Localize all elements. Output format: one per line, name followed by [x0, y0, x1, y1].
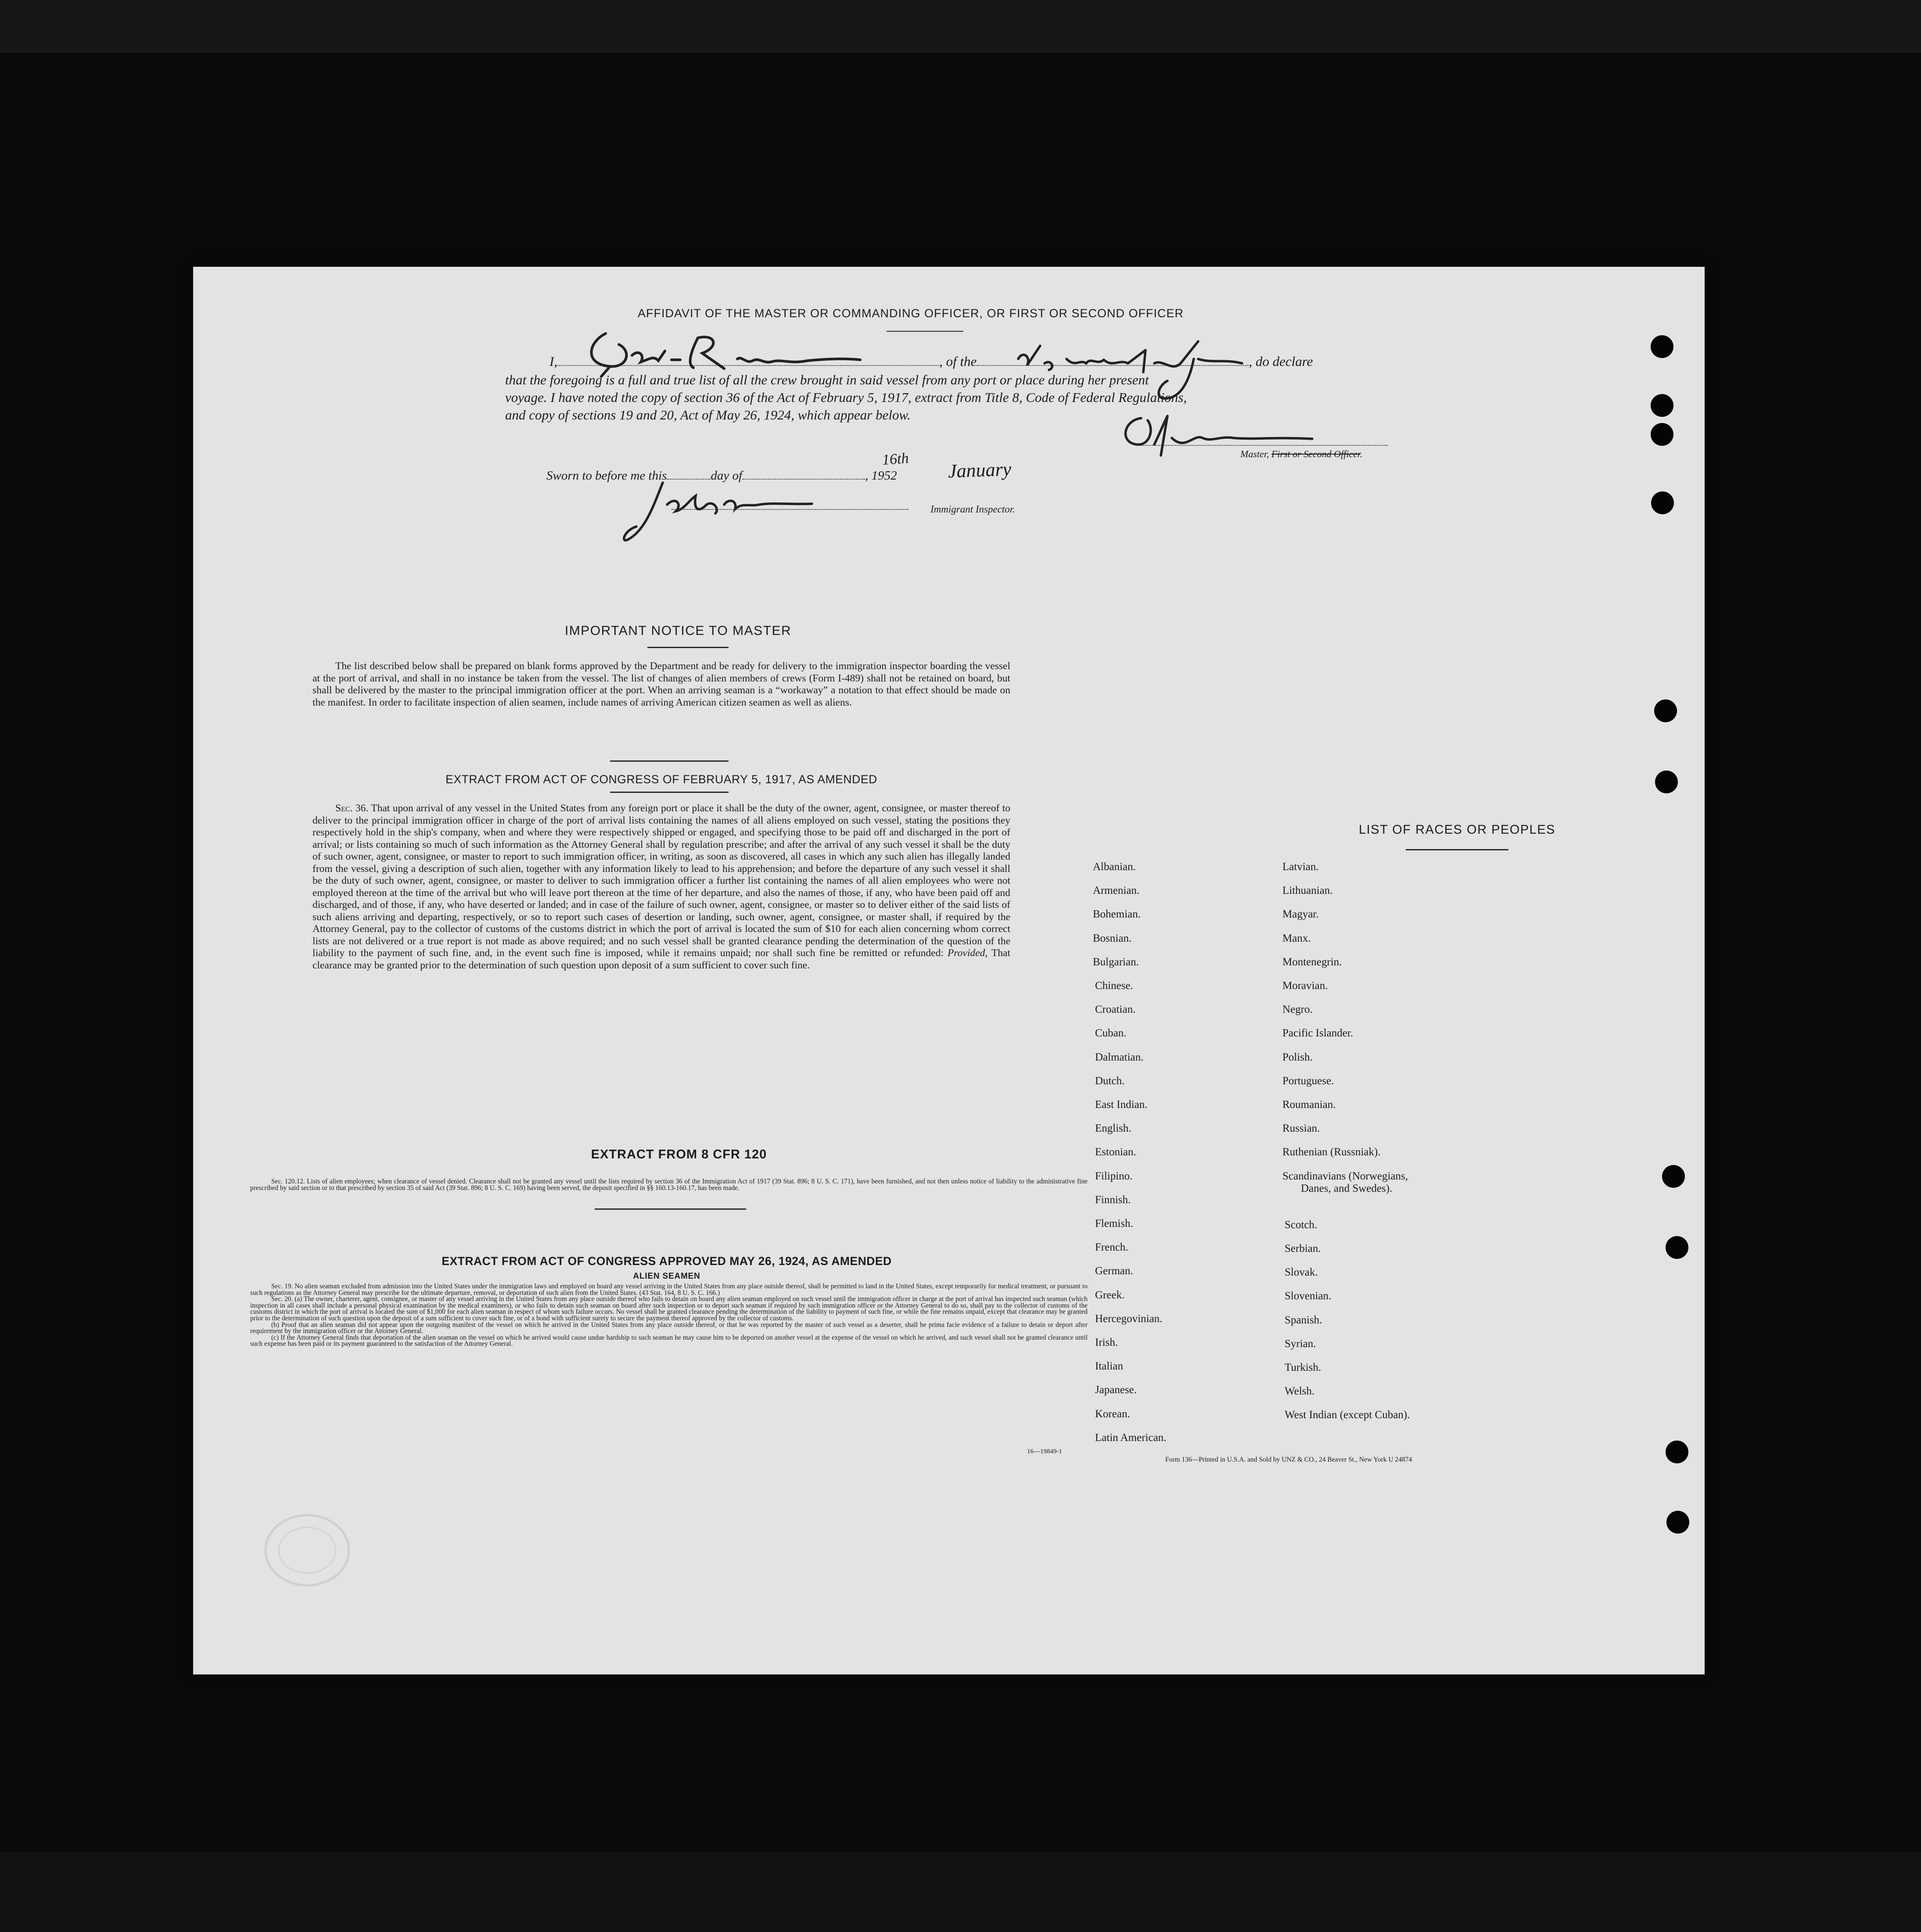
race-item: Japanese.: [1095, 1384, 1137, 1396]
extract-1924-title: EXTRACT FROM ACT OF CONGRESS APPROVED MAY 26, 1924, AS AMENDED: [442, 1255, 892, 1268]
race-item: Roumanian.: [1282, 1099, 1336, 1111]
sec-36-text: That upon arrival of any vessel in the United States from any foreign port or place it shall be the duty of the owner, agent, consignee, or master thereof to deliver to the principal immigration officer in charge of the port of arrival lists containing the names of all aliens employed on such vessel, stating the positions they respectively hold in the ship's company, when and where they were respectively shipped or engaged, and specifying those to be paid off and discharged in the port of arrival; or lists containing so much of such information as the Attorney General shall by regulation prescribe; and after the arrival of any such vessel it shall be the duty of such owner, agent, consignee, or master to report to such immigration officer, in writing, as soon as discovered, all cases in which any such alien has illegally landed from the vessel, giving a description of such alien, together with any information likely to lead to his apprehension; and before the departure of any such vessel it shall be the duty of such owner, agent, consignee, or master to deliver to such immigration officer a further list containing the names of all alien employees who were not employed thereon at the time of the arrival but who will leave port thereon at the time of her departure, and also the names of those, if any, who have been paid off and discharged, and of those, if any, who have deserted or landed; and in case of the failure of such owner, agent, consignee, or master so to deliver either of the said lists of such aliens arriving and departing, respectively, or so to report such cases of desertion or landing, such owner, agent, consignee, or master shall, if required by the Attorney General, pay to the collector of customs of the customs district in which the port of arrival is located the sum of $10 for each alien concerning whom correct lists are not delivered or a true report is not made as above required; and no such vessel shall be granted clearance pending the determination of the question of the liability to the payment of such fine, and, in the event such fine is imposed, while it remains unpaid; nor shall such fine be remitted or refunded:: [312, 803, 1011, 959]
race-item: Korean.: [1095, 1408, 1130, 1420]
affidavit-line-3: voyage. I have noted the copy of section 36 of the Act of February 5, 1917, extract from Title 8, Code of Federal Regulations,: [505, 390, 1187, 405]
race-item: Irish.: [1095, 1337, 1118, 1348]
race-item: Slovak.: [1285, 1266, 1318, 1279]
race-item: Syrian.: [1285, 1337, 1316, 1350]
race-item: Manx.: [1282, 932, 1311, 944]
race-item: Moravian.: [1282, 980, 1328, 992]
affidavit-of-the-label: , of the: [939, 354, 977, 369]
master-caption-text: Master,: [1240, 448, 1271, 459]
sworn-day-label: day of: [711, 469, 743, 483]
affidavit-heading: AFFIDAVIT OF THE MASTER OR COMMANDING OFFICER, OR FIRST OR SECOND OFFICER: [638, 307, 1184, 320]
sworn-year-label: , 1952: [865, 469, 897, 483]
race-item: Dutch.: [1095, 1075, 1125, 1087]
notice-text: The list described below shall be prepared on blank forms approved by the Department and be ready for delivery to the immigration inspector boarding the vessel at the port of arrival, and shall in no instance be taken from the vessel. The list of changes of alien members of crews (Form I-489) shall not be retained on board, but shall be delivered by the master to the principal immigration officer at the port. When an arriving seaman is a “workaway” a notation to that effect should be made on the manifest. In order to facilitate inspection of alien seamen, include names of arriving American citizen seamen as well as aliens.: [312, 660, 1010, 708]
punch-hole: [1662, 1165, 1685, 1188]
race-item: Bulgarian.: [1093, 956, 1139, 968]
form-print-note: Form 136—Printed in U.S.A. and Sold by UNZ & CO., 24 Beaver St., New York U 24874: [1165, 1456, 1412, 1463]
race-item: Slovenian.: [1285, 1290, 1332, 1302]
print-code: 16—19849-1: [1027, 1448, 1062, 1455]
film-border-top: [0, 0, 1921, 53]
race-item: Dalmatian.: [1095, 1051, 1144, 1063]
race-item: Polish.: [1282, 1051, 1313, 1063]
race-item: Lithuanian.: [1282, 885, 1333, 897]
race-item: Welsh.: [1285, 1385, 1315, 1398]
affidavit-line-2: that the foregoing is a full and true list of all the crew brought in said vessel from any port or place during her present: [505, 372, 1149, 387]
film-border-bottom: [0, 1852, 1921, 1932]
sworn-day-handwriting: 16th: [881, 450, 909, 469]
notice-end-rule: [610, 760, 729, 762]
master-caption-end: .: [1360, 448, 1363, 459]
race-item: Greek.: [1095, 1289, 1125, 1301]
races-title: LIST OF RACES OR PEOPLES: [1358, 823, 1556, 837]
race-item: Armenian.: [1093, 885, 1140, 897]
race-item: Spanish.: [1285, 1314, 1322, 1326]
race-item: Chinese.: [1095, 980, 1133, 992]
notice-title-rule: [647, 647, 729, 648]
cfr-rule: [595, 1208, 746, 1210]
inspector-signature: [619, 478, 821, 548]
race-item: Latvian.: [1282, 861, 1319, 873]
race-item: Portuguese.: [1282, 1075, 1334, 1087]
sec-19-text: Sec. 19. No alien seaman excluded from admission into the United States under the immigration laws and employed on board any vessel arriving in the United States from any place outside thereof, shall be permitted to land in the United States, except temporarily for medical treatment, or pursuant to such regulations as the Attorney General may prescribe for the ultimate departure, removal, or deportation of such alien from the United States. (43 Stat. 164, 8 U. S. C. 166.): [250, 1283, 1088, 1297]
races-title-rule: [1406, 849, 1508, 850]
vessel-name-signature: [1014, 333, 1260, 403]
sec-36-label: Sec. 36.: [335, 803, 369, 814]
races-column-2: [1282, 861, 1598, 1462]
punch-hole: [1651, 394, 1673, 417]
race-item: Serbian.: [1285, 1242, 1321, 1255]
master-name-signature: [579, 325, 887, 382]
notice-title: IMPORTANT NOTICE TO MASTER: [564, 624, 792, 638]
punch-hole: [1651, 335, 1673, 358]
race-item: Scandinavians (Norwegians,: [1282, 1170, 1408, 1182]
race-item: Hercegovinian.: [1095, 1312, 1163, 1325]
faint-seal-stamp: [259, 1509, 355, 1592]
race-item: Magyar.: [1282, 908, 1319, 921]
master-caption-struck: First or Second Officer: [1271, 448, 1361, 459]
race-item: Bohemian.: [1093, 908, 1141, 921]
race-item: Finnish.: [1095, 1194, 1131, 1206]
race-item: Negro.: [1282, 1004, 1313, 1016]
sec-36-provided: Provided,: [948, 947, 988, 959]
sec-20b-text: (b) Proof that an alien seaman did not appear upon the outgoing manifest of the vessel on which he arrived in the United States from any place outside thereof, or that he was reported by the master of such vessel as a deserter, shall be prima facie evidence of a failure to detain or deport after requirement by the immigration officer or the Attorney General.: [250, 1321, 1088, 1335]
race-item: West Indian (except Cuban).: [1285, 1409, 1410, 1421]
extract-1917-text: [312, 803, 1010, 971]
race-item: Albanian.: [1093, 861, 1136, 873]
affidavit-line-4: and copy of sections 19 and 20, Act of May 26, 1924, which appear below.: [505, 407, 911, 423]
race-item: Russian.: [1282, 1122, 1320, 1135]
extract-1924-text: [250, 1283, 1088, 1348]
sec-20a-text: Sec. 20. (a) The owner, charterer, agent, consignee, or master of any vessel arriving in the United States from any place outside thereof who fails to detain on board any alien seaman employed on such vessel until the immigration officer in charge at the port of arrival has inspected such seaman (which inspection in all cases shall include a personal physical examination by the medical examiners), or who fails to detain such seaman on board after such inspection or to deport such seaman if required by such immigration officer or the Attorney General to do so, shall pay to the collector of customs of the customs district in which the port of arrival is located the sum of $1,000 for each alien seaman in respect of whom such failure occurs. No vessel shall be granted clearance pending the determination of the liability to payment of such fine, or while the fine remains unpaid, except that clearance may be granted prior to the determination of such question upon the deposit of a sum sufficient to cover such fine, or of a bond with sufficient surety to secure the payment thereof approved by the collector of customs.: [250, 1295, 1088, 1322]
punch-hole: [1651, 423, 1673, 446]
race-item: English.: [1095, 1122, 1131, 1135]
cfr-title: EXTRACT FROM 8 CFR 120: [591, 1147, 767, 1161]
race-item: Turkish.: [1285, 1361, 1321, 1373]
heading-rule: [887, 331, 963, 332]
inspector-signature-line: [671, 509, 908, 510]
race-item: Scotch.: [1285, 1219, 1318, 1231]
punch-hole: [1651, 491, 1674, 514]
races-column-1: [1093, 861, 1277, 1462]
affidavit-do-declare-label: , do declare: [1249, 354, 1313, 369]
inspector-caption: Immigrant Inspector.: [930, 504, 1015, 515]
extract-1917-title: EXTRACT FROM ACT OF CONGRESS OF FEBRUARY 5, 1917, AS AMENDED: [445, 773, 877, 786]
alien-seamen-subtitle: ALIEN SEAMEN: [633, 1272, 700, 1281]
punch-hole: [1666, 1511, 1689, 1534]
punch-hole: [1666, 1236, 1688, 1259]
punch-hole: [1654, 699, 1677, 722]
race-item: Pacific Islander.: [1282, 1027, 1354, 1039]
extract-1917-rule: [610, 792, 729, 793]
master-signature: [1106, 412, 1317, 469]
race-item: Cuban.: [1095, 1027, 1127, 1039]
race-item: Filipino.: [1095, 1170, 1133, 1182]
sworn-label: Sworn to before me this: [546, 469, 667, 483]
cfr-text: Sec. 120.12. Lists of alien employees; when clearance of vessel denied. Clearance shall not be granted any vessel until the lists required by section 36 of the Immigration Act of 1917 (39 Stat. 896; 8 U. S. C. 171), have been furnished, and not then unless notice of liability to the administrative fine prescribed by said section or to that prescribed by section 35 of said Act (39 Stat. 896; 8 U. S. C. 169) having been served, the deposit specified in §§ 160.13-160.17, has been made.: [250, 1178, 1088, 1192]
sec-36-text-end: That clearance may be granted prior to the determination of such question upon deposit of a sum sufficient to cover such fine.: [312, 947, 1011, 971]
punch-hole: [1666, 1441, 1688, 1463]
race-item: East Indian.: [1095, 1099, 1148, 1111]
race-item: German.: [1095, 1265, 1133, 1277]
race-item: Estonian.: [1095, 1146, 1136, 1158]
sworn-month-handwriting: January: [948, 458, 1012, 482]
affidavit-i-label: I,: [549, 354, 558, 369]
race-item: Montenegrin.: [1282, 956, 1342, 968]
race-item-continuation: Danes, and Swedes).: [1301, 1182, 1393, 1194]
sec-20c-text: (c) If the Attorney General finds that deportation of the alien seaman on the vessel on which he arrived would cause undue hardship to such seaman he may cause him to be deported on another vessel at the expense of the vessel on which he arrived, and such vessel shall not be granted clearance until such expense has been paid or its payment guaranteed to the satisfaction of the Attorney General.: [250, 1333, 1088, 1348]
race-item: Latin American.: [1095, 1431, 1167, 1444]
document-page: [193, 267, 1705, 1674]
race-item: Ruthenian (Russniak).: [1282, 1146, 1381, 1158]
race-item: French.: [1095, 1241, 1128, 1254]
race-item: Flemish.: [1095, 1218, 1133, 1229]
master-caption: [1240, 448, 1363, 460]
race-item: Italian: [1095, 1360, 1123, 1373]
master-signature-line: [1137, 445, 1388, 446]
race-item: Croatian.: [1095, 1004, 1136, 1016]
race-item: Bosnian.: [1093, 932, 1132, 944]
punch-hole: [1655, 771, 1678, 793]
